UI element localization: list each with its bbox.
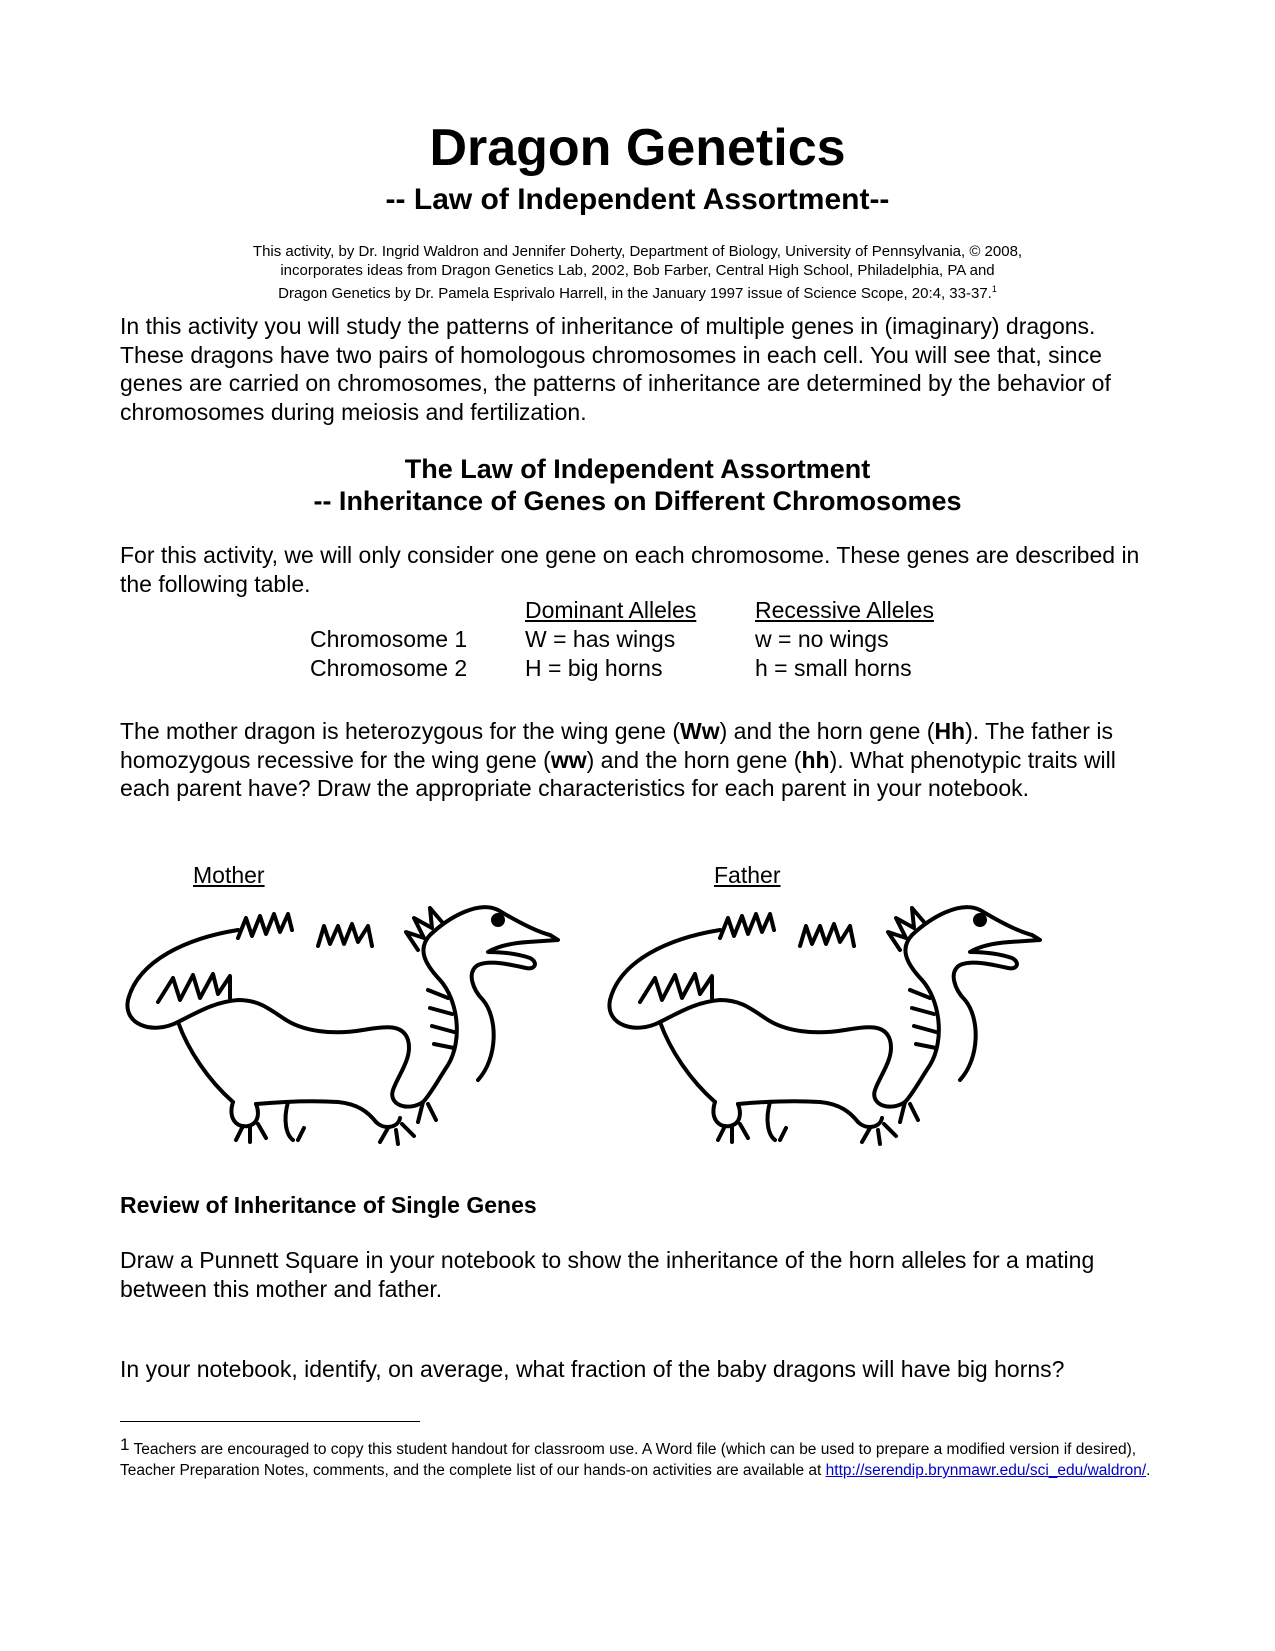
dominant-header: Dominant Alleles <box>525 597 697 623</box>
table-intro: For this activity, we will only consider one gene on each chromosome. These genes are described in the following table. <box>120 542 1140 597</box>
chromosome-2-dominant: H = big horns <box>525 655 663 681</box>
waldron-link[interactable]: http://serendip.brynmawr.edu/sci_edu/waldron/ <box>825 1462 1147 1479</box>
review-heading: Review of Inheritance of Single Genes <box>120 1192 537 1218</box>
footnote <box>120 1434 1165 1481</box>
intro-paragraph: In this activity you will study the patterns of inheritance of multiple genes in (imaginary) dragons. These dragons have two pairs of homologous chromosomes in each cell. You will see that, since genes are carried on chromosomes, the patterns of inheritance are determined by the behavior of chromosomes during meiosis and fertilization. <box>120 313 1111 425</box>
credit-block <box>0 242 1275 303</box>
credit-footnote-marker: 1 <box>991 284 997 294</box>
footnote-divider <box>120 1421 420 1422</box>
father-horn-genotype: hh <box>801 746 830 773</box>
father-label: Father <box>714 862 781 888</box>
father-wing-genotype: ww <box>550 746 587 773</box>
page-subtitle: -- Law of Independent Assortment-- <box>385 183 890 216</box>
footnote-marker: 1 <box>120 1435 130 1454</box>
punnett-instruction: Draw a Punnett Square in your notebook to show the inheritance of the horn alleles for a mating between this mother and father. <box>120 1247 1095 1302</box>
parents-text-2: ) and the horn gene ( <box>719 718 935 744</box>
mother-horn-genotype: Hh <box>934 718 966 744</box>
dragon-drawing <box>609 907 1040 1144</box>
footnote-text: Teachers are encouraged to copy this student handout for classroom use. A Word file (which can be used to prepare a modified version if desired), Teacher Preparation Notes, comments, and the complete list of our hands-on activities are available at <box>120 1441 1137 1479</box>
recessive-header: Recessive Alleles <box>755 597 934 623</box>
mother-label: Mother <box>193 862 265 888</box>
chromosome-1-recessive: w = no wings <box>755 626 889 652</box>
parents-text-5: ). What phenotypic traits will each parent have? Draw the appropriate characteristics for each parent in your notebook. <box>120 746 1116 801</box>
mother-wing-genotype: Ww <box>680 718 720 744</box>
footnote-end: . <box>1146 1462 1151 1479</box>
section-heading-2: -- Inheritance of Genes on Different Chromosomes <box>313 486 962 516</box>
fraction-question: In your notebook, identify, on average, what fraction of the baby dragons will have big horns? <box>120 1356 1065 1382</box>
parents-text-3: ). The father is homozygous recessive for the wing gene ( <box>120 718 1113 773</box>
parents-paragraph <box>120 717 1160 803</box>
parents-text-4: ) and the horn gene ( <box>586 746 802 773</box>
credit-line-1: This activity, by Dr. Ingrid Waldron and Jennifer Doherty, Department of Biology, University of Pennsylvania, © 2008, <box>252 243 1023 260</box>
chromosome-1-label: Chromosome 1 <box>310 626 468 652</box>
chromosome-2-label: Chromosome 2 <box>310 655 468 681</box>
page-title: Dragon Genetics <box>429 119 846 177</box>
parents-text-1: The mother dragon is heterozygous for the wing gene ( <box>120 718 680 744</box>
chromosome-1-dominant: W = has wings <box>525 626 676 652</box>
credit-line-3 <box>0 280 1275 303</box>
mother-dragon-illustration <box>118 890 578 1150</box>
dragon-drawing <box>127 907 558 1144</box>
credit-line-2: incorporates ideas from Dragon Genetics Lab, 2002, Bob Farber, Central High School, Philadelphia, PA and <box>280 262 995 279</box>
credit-line-3-text: Dragon Genetics by Dr. Pamela Esprivalo Harrell, in the January 1997 issue of Science Scope, 20:4, 33-37. <box>278 285 992 302</box>
chromosome-2-recessive: h = small horns <box>755 655 912 681</box>
section-heading-1: The Law of Independent Assortment <box>404 454 871 484</box>
father-dragon-illustration <box>600 890 1060 1150</box>
